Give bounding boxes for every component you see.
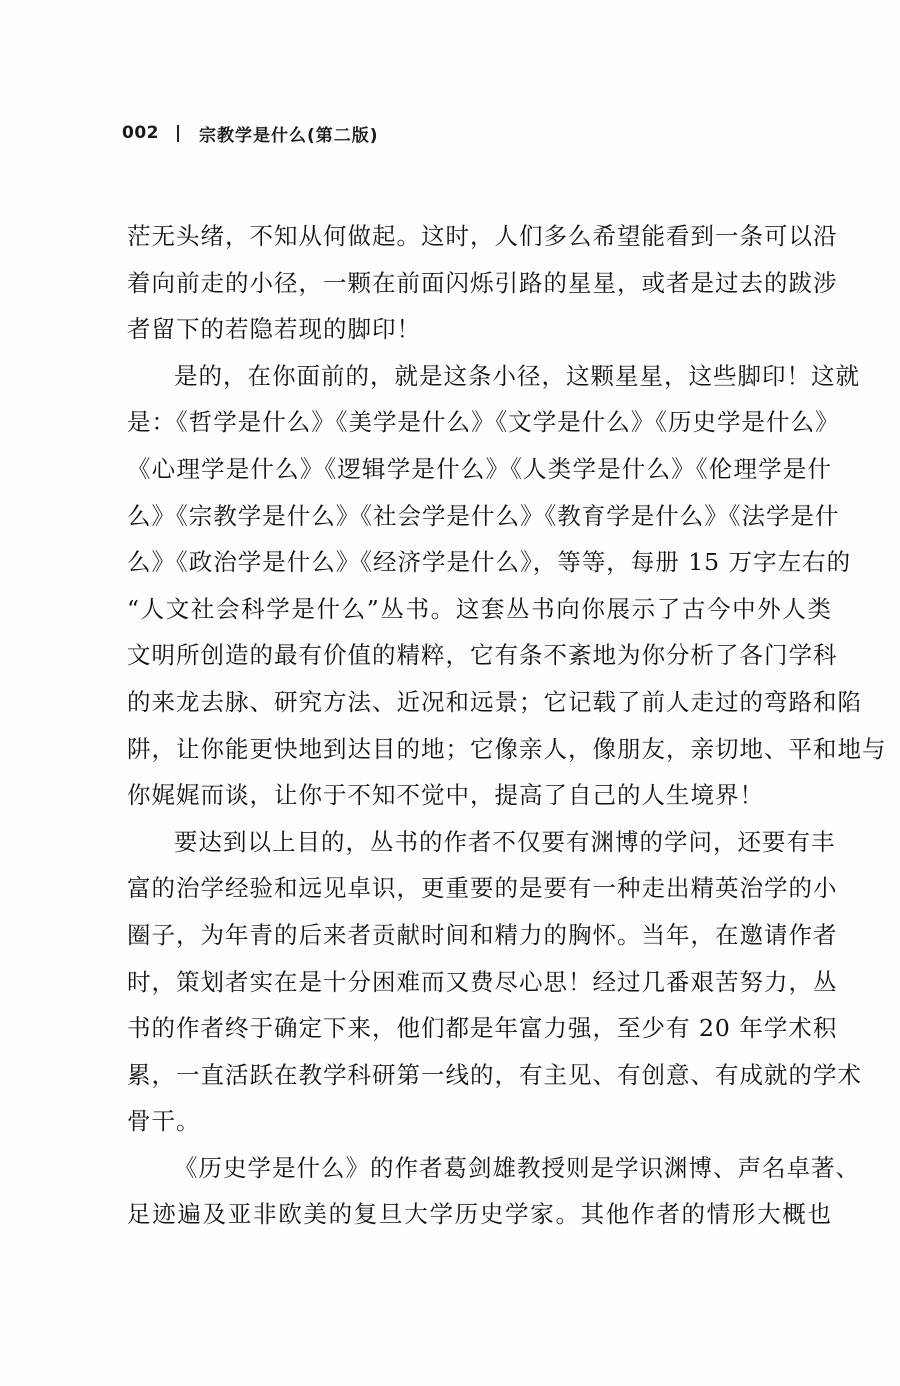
text-line: 《历史学是什么》的作者葛剑雄教授则是学识渊博、声名卓著、 xyxy=(174,1153,860,1182)
text-line: 《心理学是什么》《逻辑学是什么》《人类学是什么》《伦理学是什 xyxy=(127,454,832,483)
page-number: 002 xyxy=(122,123,159,143)
text-line: 富的治学经验和远见卓识，更重要的是要有一种走出精英治学的小 xyxy=(127,874,838,903)
header-separator xyxy=(177,125,179,142)
text-line: 骨干。 xyxy=(127,1107,201,1136)
text-line: 阱，让你能更快地到达目的地；它像亲人，像朋友，亲切地、平和地与 xyxy=(127,734,887,763)
running-head xyxy=(122,118,379,148)
text-line: 足迹遍及亚非欧美的复旦大学历史学家。其他作者的情形大概也 xyxy=(127,1200,832,1229)
text-line: 么》《政治学是什么》《经济学是什么》，等等，每册 15 万字左右的 xyxy=(127,548,852,577)
text-line: “人文社会科学是什么”丛书。这套丛书向你展示了古今中外人类 xyxy=(127,594,832,623)
text-line: 么》《宗教学是什么》《社会学是什么》《教育学是什么》《法学是什 xyxy=(127,501,840,530)
text-line: 是的，在你面前的，就是这条小径，这颗星星，这些脚印！这就 xyxy=(174,361,860,390)
body-text xyxy=(127,213,887,1238)
text-line: 文明所创造的最有价值的精粹，它有条不紊地为你分析了各门学科 xyxy=(127,641,838,670)
text-line: 茫无头绪，不知从何做起。这时，人们多么希望能看到一条可以沿 xyxy=(127,222,838,250)
book-title: 宗教学是什么(第二版) xyxy=(199,125,379,146)
text-line: 你娓娓而谈，让你于不知不觉中，提高了自己的人生境界！ xyxy=(127,781,764,810)
text-line: 者留下的若隐若现的脚印！ xyxy=(127,315,421,344)
text-line: 是：《哲学是什么》《美学是什么》《文学是什么》《历史学是什么》 xyxy=(127,408,840,437)
text-line: 圈子，为年青的后来者贡献时间和精力的胸怀。当年，在邀请作者 xyxy=(127,920,838,949)
text-line: 累，一直活跃在教学科研第一线的，有主见、有创意、有成就的学术 xyxy=(127,1060,862,1089)
text-line: 时，策划者实在是十分困难而又费尽心思！经过几番艰苦努力，丛 xyxy=(127,967,838,996)
text-line: 要达到以上目的，丛书的作者不仅要有渊博的学问，还要有丰 xyxy=(174,827,836,856)
text-line: 着向前走的小径，一颗在前面闪烁引路的星星，或者是过去的跋涉 xyxy=(127,268,838,297)
text-line: 的来龙去脉、研究方法、近况和远景；它记载了前人走过的弯路和陷 xyxy=(127,687,862,716)
text-line: 书的作者终于确定下来，他们都是年富力强，至少有 20 年学术积 xyxy=(127,1014,838,1043)
